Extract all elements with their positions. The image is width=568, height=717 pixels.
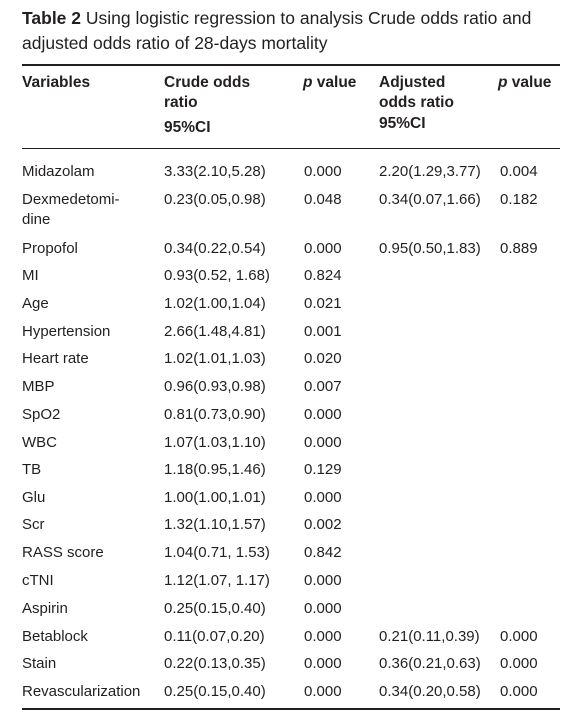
cell-p-value: 0.000 [304,406,342,423]
cell-p-value: 0.842 [304,544,342,561]
header-crude-ci: 95%CI [164,119,211,136]
header-p2-rest: value [507,74,552,91]
cell-p-value: 0.000 [304,683,342,700]
cell-variable: TB [22,461,42,478]
header-p2-italic: p [498,74,508,91]
cell-variable: Propofol [22,240,78,257]
cell-variable: Glu [22,489,46,506]
cell-p-value: 0.001 [304,323,342,340]
header-variables: Variables [22,74,91,91]
cell-p-value: 0.824 [304,267,342,284]
cell-p-value: 0.000 [304,655,342,672]
header-adjusted-odds [379,73,454,134]
cell-variable: Revascularization [22,683,141,700]
cell-variable: Aspirin [22,600,68,617]
table-caption [22,6,562,56]
cell-crude-or: 0.93(0.52, 1.68) [164,267,270,284]
cell-crude-or: 1.32(1.10,1.57) [164,516,266,533]
cell-variable: Stain [22,655,57,672]
cell-p-value: 0.129 [304,461,342,478]
cell-variable: SpO2 [22,406,61,423]
cell-crude-or: 1.07(1.03,1.10) [164,434,266,451]
bottom-rule [22,708,560,710]
cell-p-value-adjusted: 0.004 [500,163,538,180]
cell-p-value: 0.000 [304,163,342,180]
cell-variable: Midazolam [22,163,95,180]
cell-variable: Hypertension [22,323,111,340]
cell-crude-or: 0.22(0.13,0.35) [164,655,266,672]
cell-crude-or: 1.02(1.01,1.03) [164,350,266,367]
table-label: Table 2 [22,8,82,28]
header-adj-line1: Adjusted [379,74,446,91]
cell-crude-or: 0.81(0.73,0.90) [164,406,266,423]
cell-adjusted-or: 0.36(0.21,0.63) [379,655,481,672]
cell-crude-or: 1.00(1.00,1.01) [164,489,266,506]
cell-p-value-adjusted: 0.000 [500,683,538,700]
top-rule [22,64,560,66]
header-crude-odds [164,73,250,138]
cell-crude-or: 0.23(0.05,0.98) [164,191,266,208]
cell-variable-continuation: dine [22,211,51,228]
header-adj-line2: odds ratio [379,94,454,111]
cell-crude-or: 0.11(0.07,0.20) [164,628,265,645]
cell-variable: Betablock [22,628,88,645]
cell-p-value-adjusted: 0.889 [500,240,538,257]
cell-adjusted-or: 0.34(0.07,1.66) [379,191,481,208]
header-crude-line2: ratio [164,94,198,111]
header-p-value-adjusted [498,73,551,93]
header-rule [22,148,560,149]
table-title: Using logistic regression to analysis Crude odds ratio and adjusted odds ratio of 28-days mortality [22,8,532,53]
cell-p-value: 0.021 [304,295,342,312]
cell-p-value: 0.000 [304,489,342,506]
header-adj-ci: 95%CI [379,115,426,132]
cell-variable: Scr [22,516,45,533]
cell-adjusted-or: 0.34(0.20,0.58) [379,683,481,700]
cell-crude-or: 1.18(0.95,1.46) [164,461,266,478]
cell-variable: WBC [22,434,57,451]
cell-p-value: 0.000 [304,240,342,257]
cell-adjusted-or: 0.95(0.50,1.83) [379,240,481,257]
header-p-italic: p [303,74,313,91]
cell-p-value: 0.020 [304,350,342,367]
cell-p-value: 0.000 [304,628,342,645]
cell-adjusted-or: 0.21(0.11,0.39) [379,628,480,645]
cell-crude-or: 0.96(0.93,0.98) [164,378,266,395]
cell-variable: Age [22,295,49,312]
cell-crude-or: 2.66(1.48,4.81) [164,323,266,340]
cell-crude-or: 0.34(0.22,0.54) [164,240,266,257]
cell-variable: cTNI [22,572,54,589]
cell-p-value: 0.048 [304,191,342,208]
header-p-value [303,73,356,93]
cell-crude-or: 3.33(2.10,5.28) [164,163,266,180]
cell-p-value: 0.000 [304,600,342,617]
cell-p-value: 0.000 [304,434,342,451]
cell-variable: Heart rate [22,350,89,367]
cell-crude-or: 0.25(0.15,0.40) [164,600,266,617]
cell-variable: MI [22,267,39,284]
cell-p-value: 0.002 [304,516,342,533]
header-p-rest: value [312,74,357,91]
cell-variable: MBP [22,378,55,395]
cell-p-value: 0.000 [304,572,342,589]
cell-p-value-adjusted: 0.182 [500,191,538,208]
cell-crude-or: 0.25(0.15,0.40) [164,683,266,700]
cell-crude-or: 1.02(1.00,1.04) [164,295,266,312]
cell-p-value-adjusted: 0.000 [500,655,538,672]
header-crude-line1: Crude odds [164,74,251,91]
cell-variable: Dexmedetomi- [22,191,120,208]
cell-variable: RASS score [22,544,104,561]
cell-p-value: 0.007 [304,378,342,395]
cell-p-value-adjusted: 0.000 [500,628,538,645]
cell-crude-or: 1.04(0.71, 1.53) [164,544,270,561]
cell-crude-or: 1.12(1.07, 1.17) [164,572,270,589]
cell-adjusted-or: 2.20(1.29,3.77) [379,163,481,180]
